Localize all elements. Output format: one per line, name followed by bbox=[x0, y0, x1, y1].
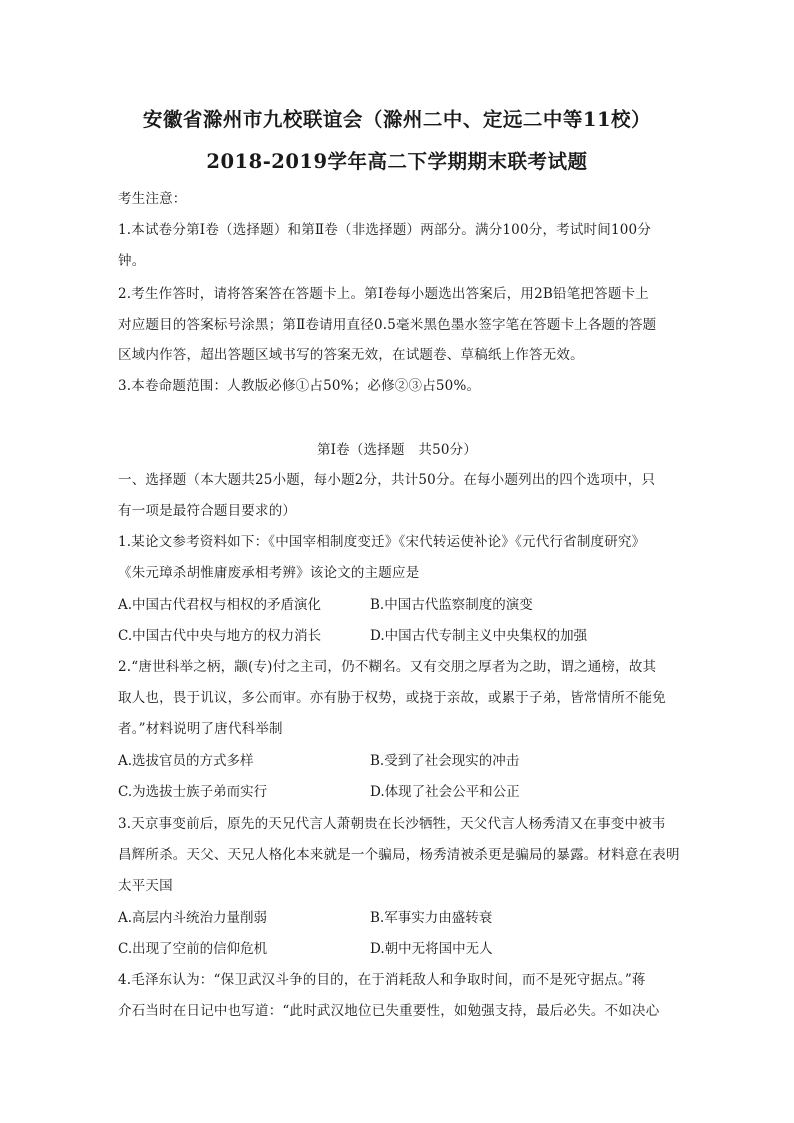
question-1-option-c: C.中国古代中央与地方的权力消长 bbox=[118, 628, 322, 644]
section-heading: 第Ⅰ卷（选择题 共50分） bbox=[316, 442, 478, 458]
question-3-option-a: A.高层内斗统治力量削弱 bbox=[118, 910, 268, 926]
notice-item-2-cont: 对应题目的答案标号涂黑；第Ⅱ卷请用直径0.5毫米黑色墨水签字笔在答题卡上各题的答题 bbox=[118, 317, 657, 333]
question-1-option-d: D.中国古代专制主义中央集权的加强 bbox=[370, 628, 588, 644]
question-2-option-a: A.选拔官员的方式多样 bbox=[118, 753, 254, 769]
question-3-option-d: D.朝中无将国中无人 bbox=[370, 941, 493, 957]
exam-title-line1: 安徽省滁州市九校联谊会（滁州二中、定远二中等11校） bbox=[142, 108, 652, 131]
notice-heading: 考生注意： bbox=[118, 191, 187, 207]
notice-item-2: 2.考生作答时，请将答案答在答题卡上。第Ⅰ卷每小题选出答案后，用2B铅笔把答题卡上 bbox=[118, 286, 649, 302]
question-3-stem: 3.天京事变前后，原先的天兄代言人萧朝贵在长沙牺牲，天父代言人杨秀清又在事变中被韦 bbox=[118, 816, 666, 832]
question-2-option-d: D.体现了社会公平和公正 bbox=[370, 784, 520, 800]
section-intro: 一、选择题（本大题共25小题，每小题2分，共计50分。在每小题列出的四个选项中，只 bbox=[118, 472, 656, 488]
question-1-stem-cont: 《朱元璋杀胡惟庸废承相考辨》该论文的主题应是 bbox=[118, 565, 420, 581]
question-2-stem-cont2: 者。”材料说明了唐代科举制 bbox=[118, 721, 283, 737]
notice-item-2-cont2: 区域内作答，超出答题区域书写的答案无效，在试题卷、草稿纸上作答无效。 bbox=[118, 347, 584, 363]
question-3-option-c: C.出现了空前的信仰危机 bbox=[118, 941, 268, 957]
question-2-option-b: B.受到了社会现实的冲击 bbox=[370, 753, 520, 769]
notice-item-1: 1.本试卷分第Ⅰ卷（选择题）和第Ⅱ卷（非选择题）两部分。满分100分，考试时间100分 bbox=[118, 222, 652, 238]
notice-item-3: 3.本卷命题范围：人教版必修①占50%；必修②③占50%。 bbox=[118, 378, 481, 394]
question-1-option-b: B.中国古代监察制度的演变 bbox=[370, 597, 533, 613]
question-3-stem-cont: 昌辉所杀。天父、天兄人格化本来就是一个骗局，杨秀清被杀更是骗局的暴露。材料意在表明 bbox=[118, 847, 680, 863]
question-2-option-c: C.为选拔士族子弟而实行 bbox=[118, 784, 268, 800]
notice-item-1-cont: 钟。 bbox=[118, 253, 146, 269]
question-1-option-a: A.中国古代君权与相权的矛盾演化 bbox=[118, 597, 322, 613]
exam-title-line2: 2018-2019学年高二下学期期末联考试题 bbox=[206, 150, 588, 173]
question-1-stem: 1.某论文参考资料如下：《中国宰相制度变迁》《宋代转运使补论》《元代行省制度研究》 bbox=[118, 534, 646, 550]
question-3-option-b: B.军事实力由盛转衰 bbox=[370, 910, 493, 926]
question-2-stem-cont: 取人也，畏于讥议，多公而审。亦有胁于权势，或挠于亲故，或累于子弟，皆常情所不能免 bbox=[118, 690, 666, 706]
question-4-stem: 4.毛泽东认为：“保卫武汉斗争的目的，在于消耗敌人和争取时间，而不是死守据点。”蒋 bbox=[118, 972, 646, 988]
section-intro-cont: 有一项是最符合题目要求的） bbox=[118, 503, 297, 519]
question-3-stem-cont2: 太平天国 bbox=[118, 878, 173, 894]
question-2-stem: 2.“唐世科举之柄，颛(专)付之主司，仍不糊名。又有交朋之厚者为之助，谓之通榜，故其 bbox=[118, 659, 657, 675]
question-4-stem-cont: 介石当时在日记中也写道：“此时武汉地位已失重要性，如勉强支持，最后必失。不如决心 bbox=[118, 1003, 660, 1019]
